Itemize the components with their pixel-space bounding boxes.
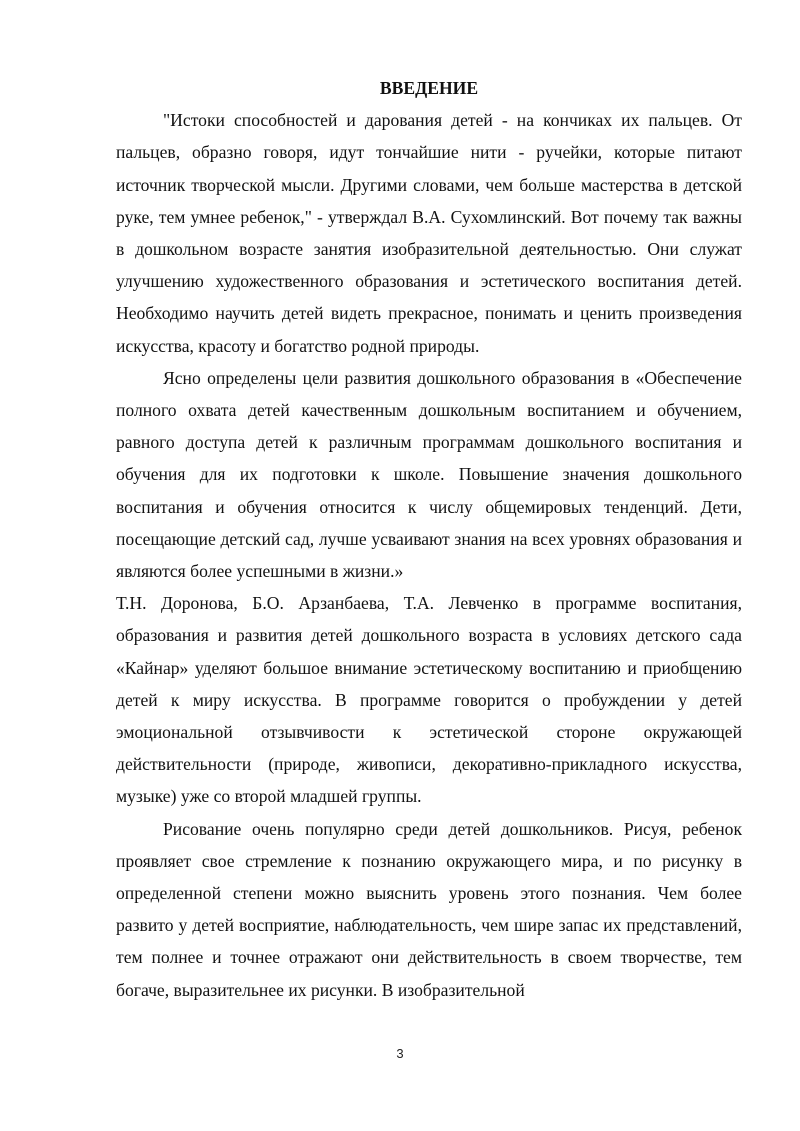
paragraph-drawing: Рисование очень популярно среди детей дошкольников. Рисуя, ребенок проявляет свое стремление к познанию окружающего мира, и по рисунку в определенной степени можно выяснить уровень этого познания. Чем более развито у детей восприятие, наблюдательность, чем шире запас их представлений, тем полнее и точнее отражают они действительность в своем творчестве, тем богаче, выразительнее их рисунки. В изобразительной: [116, 818, 742, 1000]
paragraph-kainar-program: Т.Н. Доронова, Б.О. Арзанбаева, Т.А. Левченко в программе воспитания, образования и развития детей дошкольного возраста в условиях детского сада «Кайнар» уделяют большое внимание эстетическому воспитанию и приобщению детей к миру искусства. В программе говорится о пробуждении у детей эмоциональной отзывчивости к эстетической стороне окружающей действительности (природе, живописи, декоративно-прикладного искусства, музыке) уже со второй младшей группы.: [116, 593, 742, 807]
section-title: ВВЕДЕНИЕ: [379, 78, 479, 98]
page-content: [116, 72, 742, 1006]
page-number: 3: [396, 1046, 404, 1061]
paragraph-education-goals: Ясно определены цели развития дошкольного образования в «Обеспечение полного охвата детей качественным дошкольным воспитанием и обучением, равного доступа детей к различным программам дошкольного воспитания и обучения для их подготовки к школе. Повышение значения дошкольного воспитания и обучения относится к числу общемировых тенденций. Дети, посещающие детский сад, лучше усваивают знания на всех уровнях образования и являются более успешными в жизни.»: [116, 367, 742, 582]
paragraph-sukhomlinsky-quote: "Истоки способностей и дарования детей - на кончиках их пальцев. От пальцев, образно говоря, идут тончайшие нити - ручейки, которые питают источник творческой мысли. Другими словами, чем больше мастерства в детской руке, тем умнее ребенок," - утверждал В.А. Сухомлинский. Вот почему так важны в дошкольном возрасте занятия изобразительной деятельностью. Они служат улучшению художественного образования и эстетического воспитания детей. Необходимо научить детей видеть прекрасное, понимать и ценить произведения искусства, красоту и богатство родной природы.: [116, 110, 742, 356]
